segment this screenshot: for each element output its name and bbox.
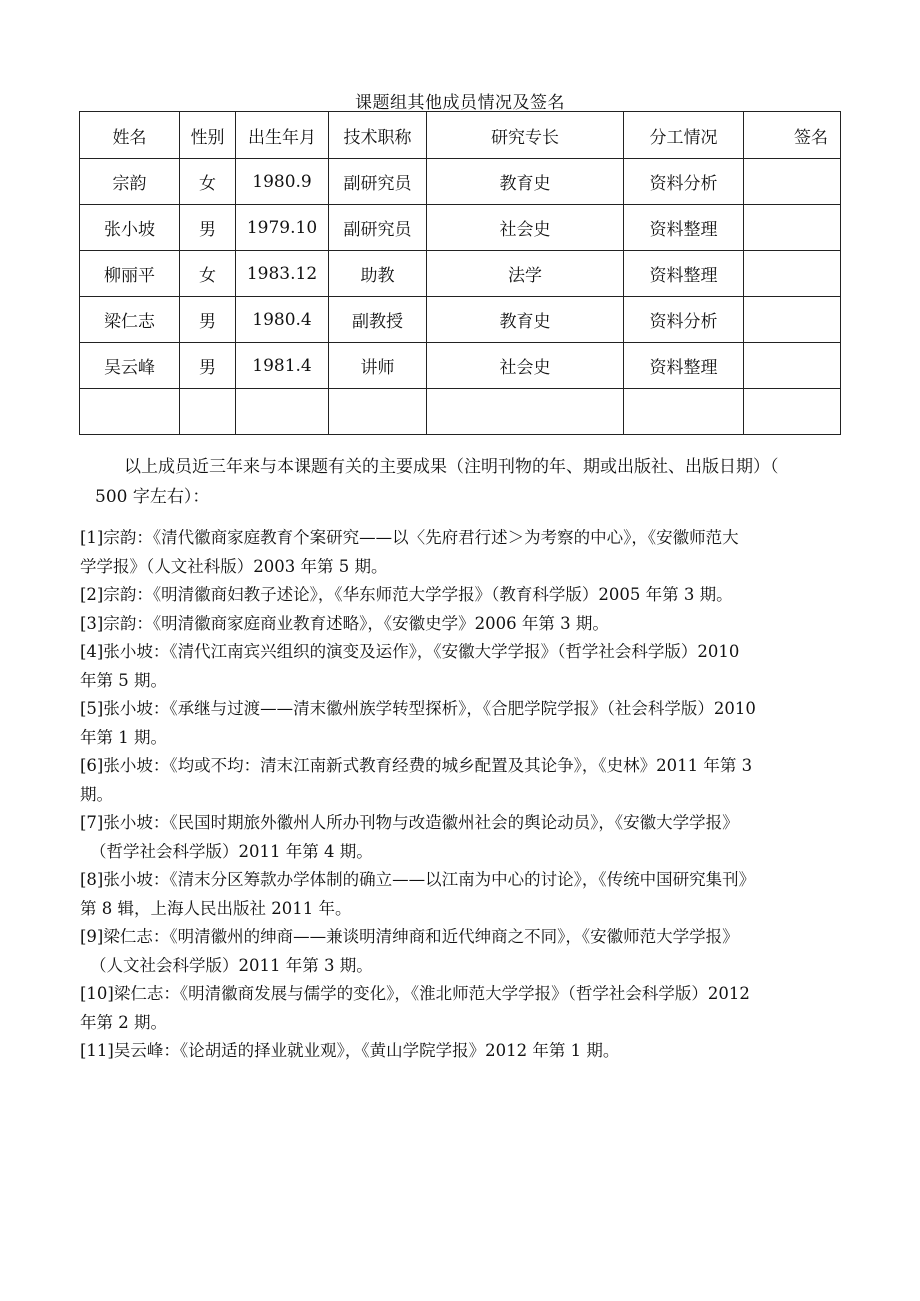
cell-specialty: 教育史	[427, 159, 624, 205]
cell-birth: 1979.10	[236, 205, 329, 251]
cell-signature	[744, 205, 841, 251]
reference-line: [1]宗韵：《清代徽商家庭教育个案研究——以〈先府君行述＞为考察的中心》，《安徽师范大	[80, 528, 739, 547]
reference-item	[80, 638, 855, 695]
reference-item	[80, 695, 855, 752]
cell-birth: 1980.9	[236, 159, 329, 205]
reference-item	[80, 980, 855, 1037]
cell-specialty: 教育史	[427, 297, 624, 343]
reference-line: [9]梁仁志：《明清徽州的绅商——兼谈明清绅商和近代绅商之不同》，《安徽师范大学学报》	[80, 927, 739, 946]
table-header-row	[80, 112, 841, 159]
cell-birth: 1983.12	[236, 251, 329, 297]
table-row	[80, 251, 841, 297]
cell-birth: 1981.4	[236, 343, 329, 389]
reference-list	[80, 524, 855, 1066]
reference-item	[80, 752, 855, 809]
reference-line: 年第 5 期。	[80, 670, 167, 690]
header-title: 技术职称	[329, 112, 427, 159]
cell-name: 柳丽平	[80, 251, 180, 297]
cell-signature	[744, 159, 841, 205]
cell-specialty	[427, 389, 624, 435]
header-division: 分工情况	[624, 112, 744, 159]
reference-line: [8]张小坡：《清末分区筹款办学体制的确立——以江南为中心的讨论》，《传统中国研究集刊》	[80, 870, 756, 889]
reference-line: [11]吴云峰：《论胡适的择业就业观》，《黄山学院学报》2012 年第 1 期。	[80, 1041, 620, 1060]
reference-line: [6]张小坡：《均或不均：清末江南新式教育经费的城乡配置及其论争》，《史林》2011 年第 3	[80, 756, 753, 775]
reference-line: [7]张小坡：《民国时期旅外徽州人所办刊物与改造徽州社会的舆论动员》，《安徽大学学报》	[80, 813, 739, 832]
reference-item	[80, 581, 855, 610]
cell-title: 助教	[329, 251, 427, 297]
reference-item	[80, 524, 855, 581]
cell-gender: 女	[180, 251, 236, 297]
cell-gender: 男	[180, 205, 236, 251]
table-row	[80, 343, 841, 389]
cell-division: 资料整理	[624, 343, 744, 389]
cell-title: 副教授	[329, 297, 427, 343]
reference-item	[80, 610, 855, 639]
intro-line-1: 以上成员近三年来与本课题有关的主要成果（注明刊物的年、期或出版社、出版日期）（	[124, 457, 779, 477]
cell-title: 讲师	[329, 343, 427, 389]
cell-specialty: 法学	[427, 251, 624, 297]
reference-line: [10]梁仁志：《明清徽商发展与儒学的变化》，《淮北师范大学学报》（哲学社会科学版）2012	[80, 984, 750, 1003]
reference-line: 年第 1 期。	[80, 727, 167, 747]
cell-birth: 1980.4	[236, 297, 329, 343]
cell-title: 副研究员	[329, 159, 427, 205]
reference-line: （哲学社会科学版）2011 年第 4 期。	[90, 841, 373, 861]
reference-line: [2]宗韵：《明清徽商妇教子述论》，《华东师范大学学报》（教育科学版）2005 年第 3 期。	[80, 585, 733, 604]
page-title: 课题组其他成员情况及签名	[355, 93, 565, 113]
cell-division: 资料整理	[624, 251, 744, 297]
achievements-intro	[80, 452, 840, 512]
cell-division: 资料分析	[624, 159, 744, 205]
intro-line-2: 500 字左右）：	[95, 487, 210, 507]
cell-signature	[744, 343, 841, 389]
cell-specialty: 社会史	[427, 343, 624, 389]
cell-signature	[744, 251, 841, 297]
cell-specialty: 社会史	[427, 205, 624, 251]
cell-title	[329, 389, 427, 435]
reference-item	[80, 923, 855, 980]
header-gender: 性别	[180, 112, 236, 159]
members-table	[79, 111, 841, 435]
cell-name: 梁仁志	[80, 297, 180, 343]
header-signature: 签名	[744, 112, 841, 159]
cell-division: 资料整理	[624, 205, 744, 251]
cell-title: 副研究员	[329, 205, 427, 251]
header-specialty: 研究专长	[427, 112, 624, 159]
cell-gender: 男	[180, 343, 236, 389]
cell-gender: 男	[180, 297, 236, 343]
cell-name	[80, 389, 180, 435]
cell-birth	[236, 389, 329, 435]
table-row-empty	[80, 389, 841, 435]
cell-gender: 女	[180, 159, 236, 205]
reference-line: 年第 2 期。	[80, 1012, 167, 1032]
reference-line: （人文社会科学版）2011 年第 3 期。	[90, 955, 373, 975]
table-row	[80, 159, 841, 205]
cell-signature	[744, 389, 841, 435]
table-row	[80, 205, 841, 251]
reference-line: 学学报》（人文社科版）2003 年第 5 期。	[80, 556, 388, 576]
header-birth: 出生年月	[236, 112, 329, 159]
reference-item	[80, 809, 855, 866]
cell-gender	[180, 389, 236, 435]
cell-name: 张小坡	[80, 205, 180, 251]
reference-line: 第 8 辑，上海人民出版社 2011 年。	[80, 898, 352, 918]
reference-item	[80, 1037, 855, 1066]
reference-line: [4]张小坡：《清代江南宾兴组织的演变及运作》，《安徽大学学报》（哲学社会科学版）2010	[80, 642, 740, 661]
cell-name: 吴云峰	[80, 343, 180, 389]
cell-division	[624, 389, 744, 435]
reference-line: [5]张小坡：《承继与过渡——清末徽州族学转型探析》，《合肥学院学报》（社会科学版）2010	[80, 699, 756, 718]
reference-item	[80, 866, 855, 923]
cell-signature	[744, 297, 841, 343]
header-name: 姓名	[80, 112, 180, 159]
reference-line: 期。	[80, 784, 113, 804]
cell-division: 资料分析	[624, 297, 744, 343]
table-row	[80, 297, 841, 343]
cell-name: 宗韵	[80, 159, 180, 205]
reference-line: [3]宗韵：《明清徽商家庭商业教育述略》，《安徽史学》2006 年第 3 期。	[80, 613, 609, 633]
